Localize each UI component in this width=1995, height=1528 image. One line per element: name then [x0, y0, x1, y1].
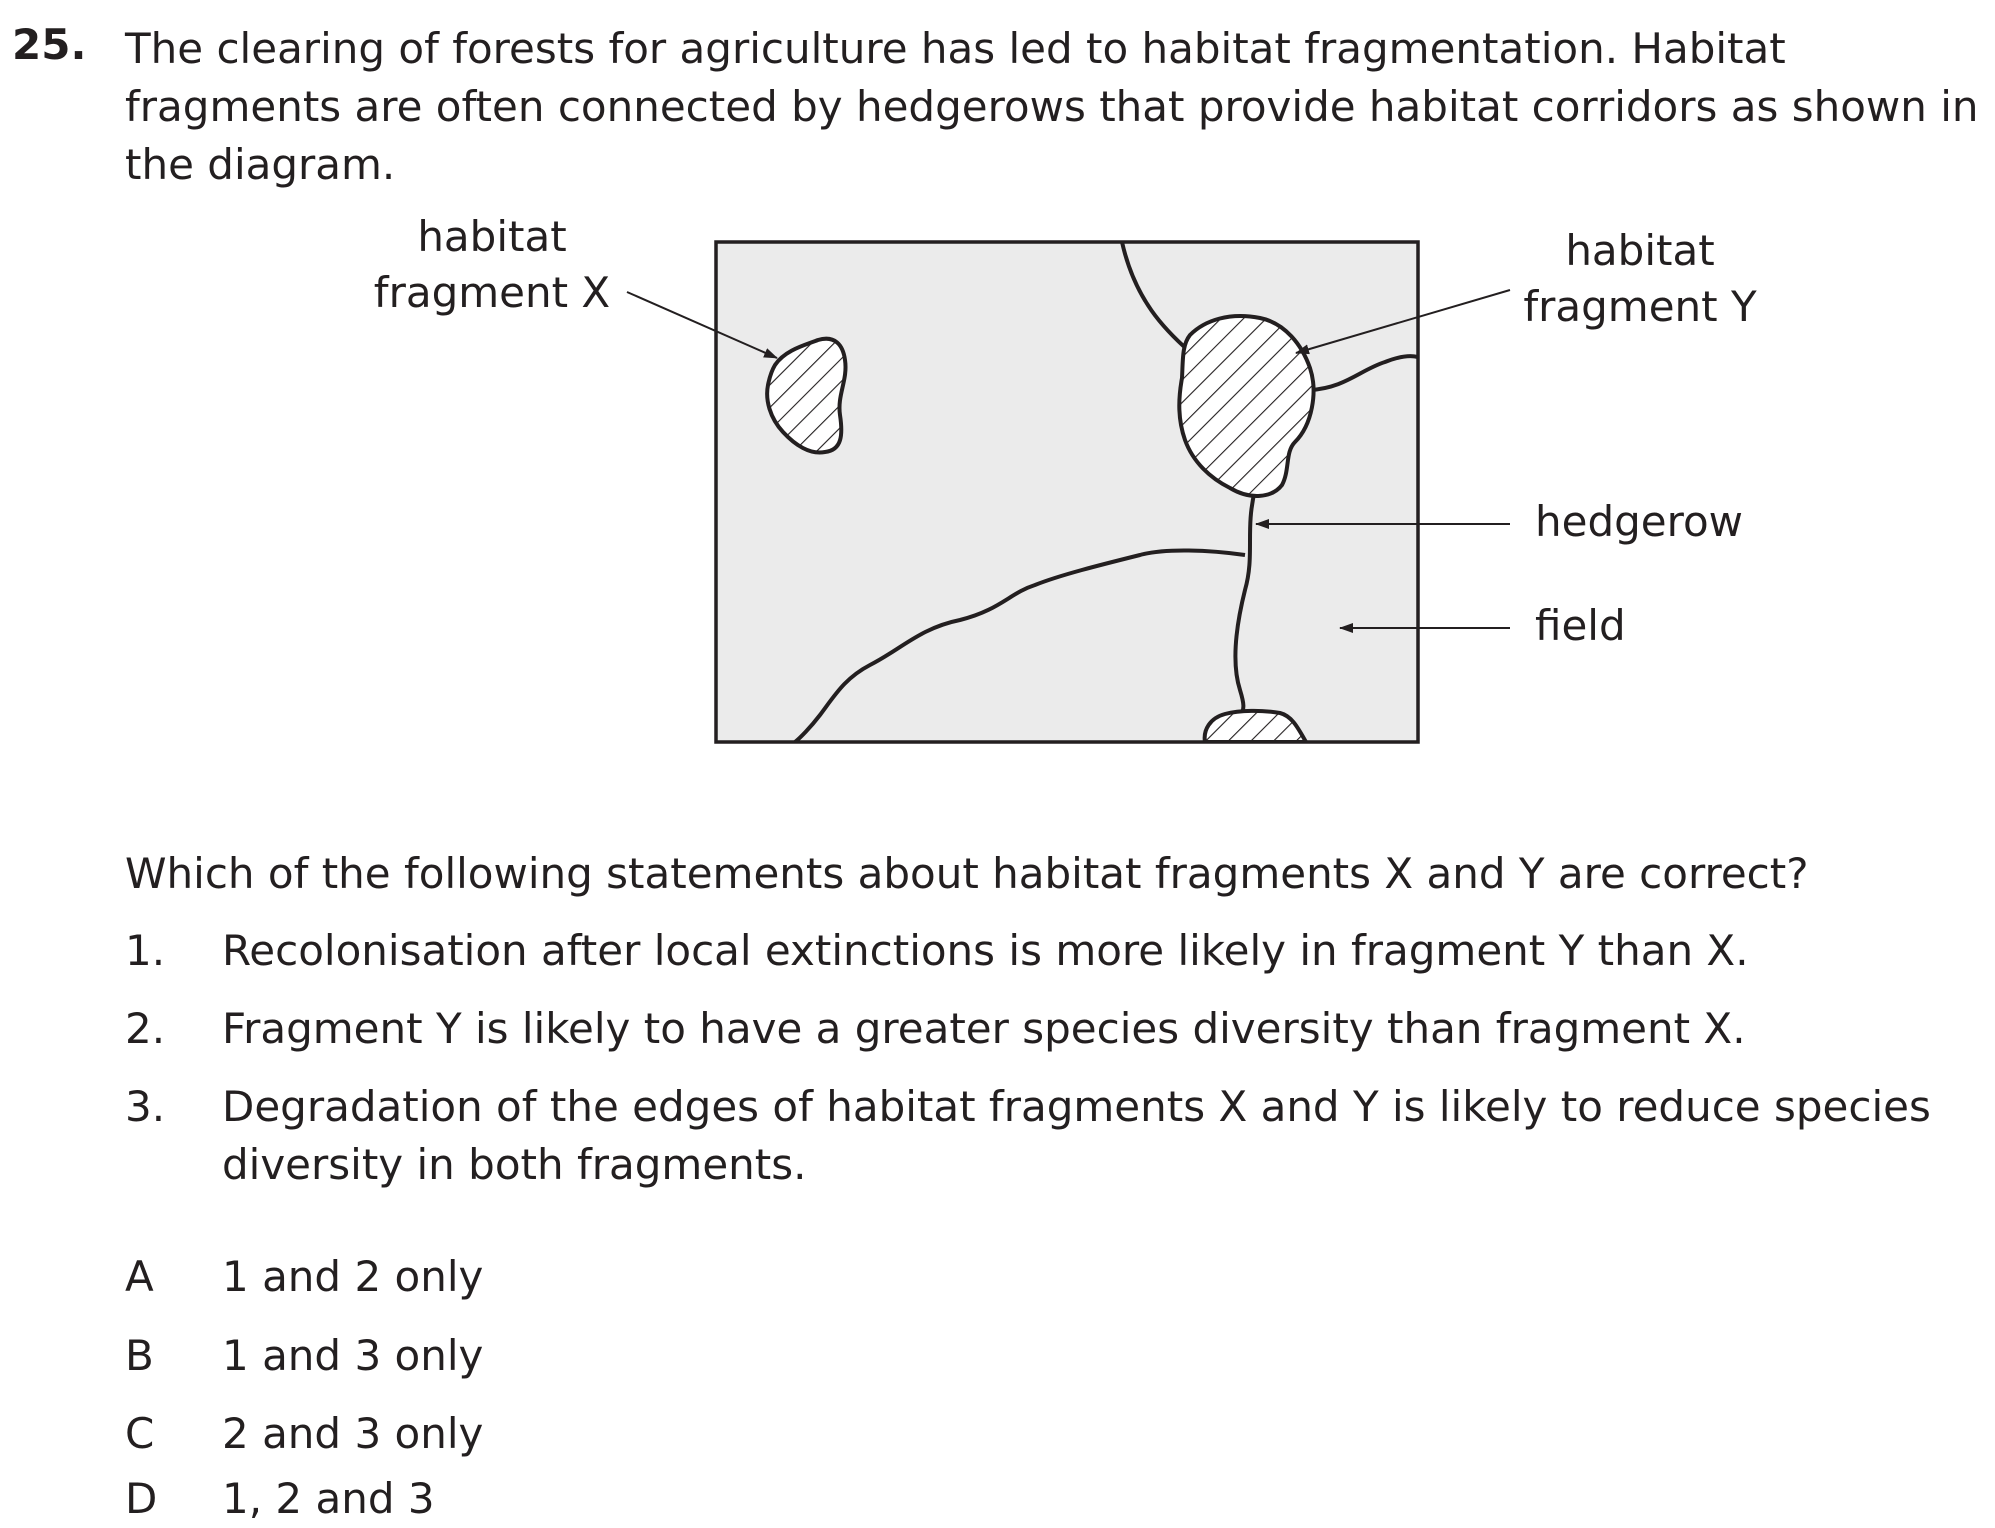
statement-number: 2.	[125, 1004, 166, 1053]
statement-text: Recolonisation after local extinctions is more likely in fragment Y than X.	[222, 926, 1749, 975]
question-stem: The clearing of forests for agriculture has led to habitat fragmentation. Habitat fragments are often connected by hedgerows that provide habitat corridors as shown in the diagram.	[125, 24, 1979, 189]
label-fragment-x-line2: fragment X	[373, 268, 611, 317]
option-text: 1 and 2 only	[222, 1252, 484, 1301]
habitat-diagram	[0, 200, 1995, 780]
question-prompt: Which of the following statements about habitat fragments X and Y are correct?	[125, 849, 1809, 898]
label-fragment-y-line1: habitat	[1565, 226, 1715, 275]
field-area	[716, 242, 1418, 742]
option-letter: A	[125, 1252, 154, 1301]
label-hedgerow: hedgerow	[1535, 497, 1744, 546]
option-letter: C	[125, 1409, 155, 1458]
label-field: field	[1535, 601, 1626, 650]
label-fragment-y-line2: fragment Y	[1523, 282, 1757, 331]
option-letter: D	[125, 1474, 158, 1523]
option-text: 1 and 3 only	[222, 1331, 484, 1380]
statement-text: Fragment Y is likely to have a greater species diversity than fragment X.	[222, 1004, 1746, 1053]
option-letter: B	[125, 1331, 154, 1380]
statement-text: Degradation of the edges of habitat fragments X and Y is likely to reduce species diversity in both fragments.	[222, 1082, 1931, 1189]
label-fragment-x-line1: habitat	[417, 212, 567, 261]
question-number: 25.	[12, 20, 87, 69]
option-text: 1, 2 and 3	[222, 1474, 435, 1523]
option-text: 2 and 3 only	[222, 1409, 484, 1458]
statement-number: 1.	[125, 926, 166, 975]
statement-number: 3.	[125, 1082, 166, 1131]
